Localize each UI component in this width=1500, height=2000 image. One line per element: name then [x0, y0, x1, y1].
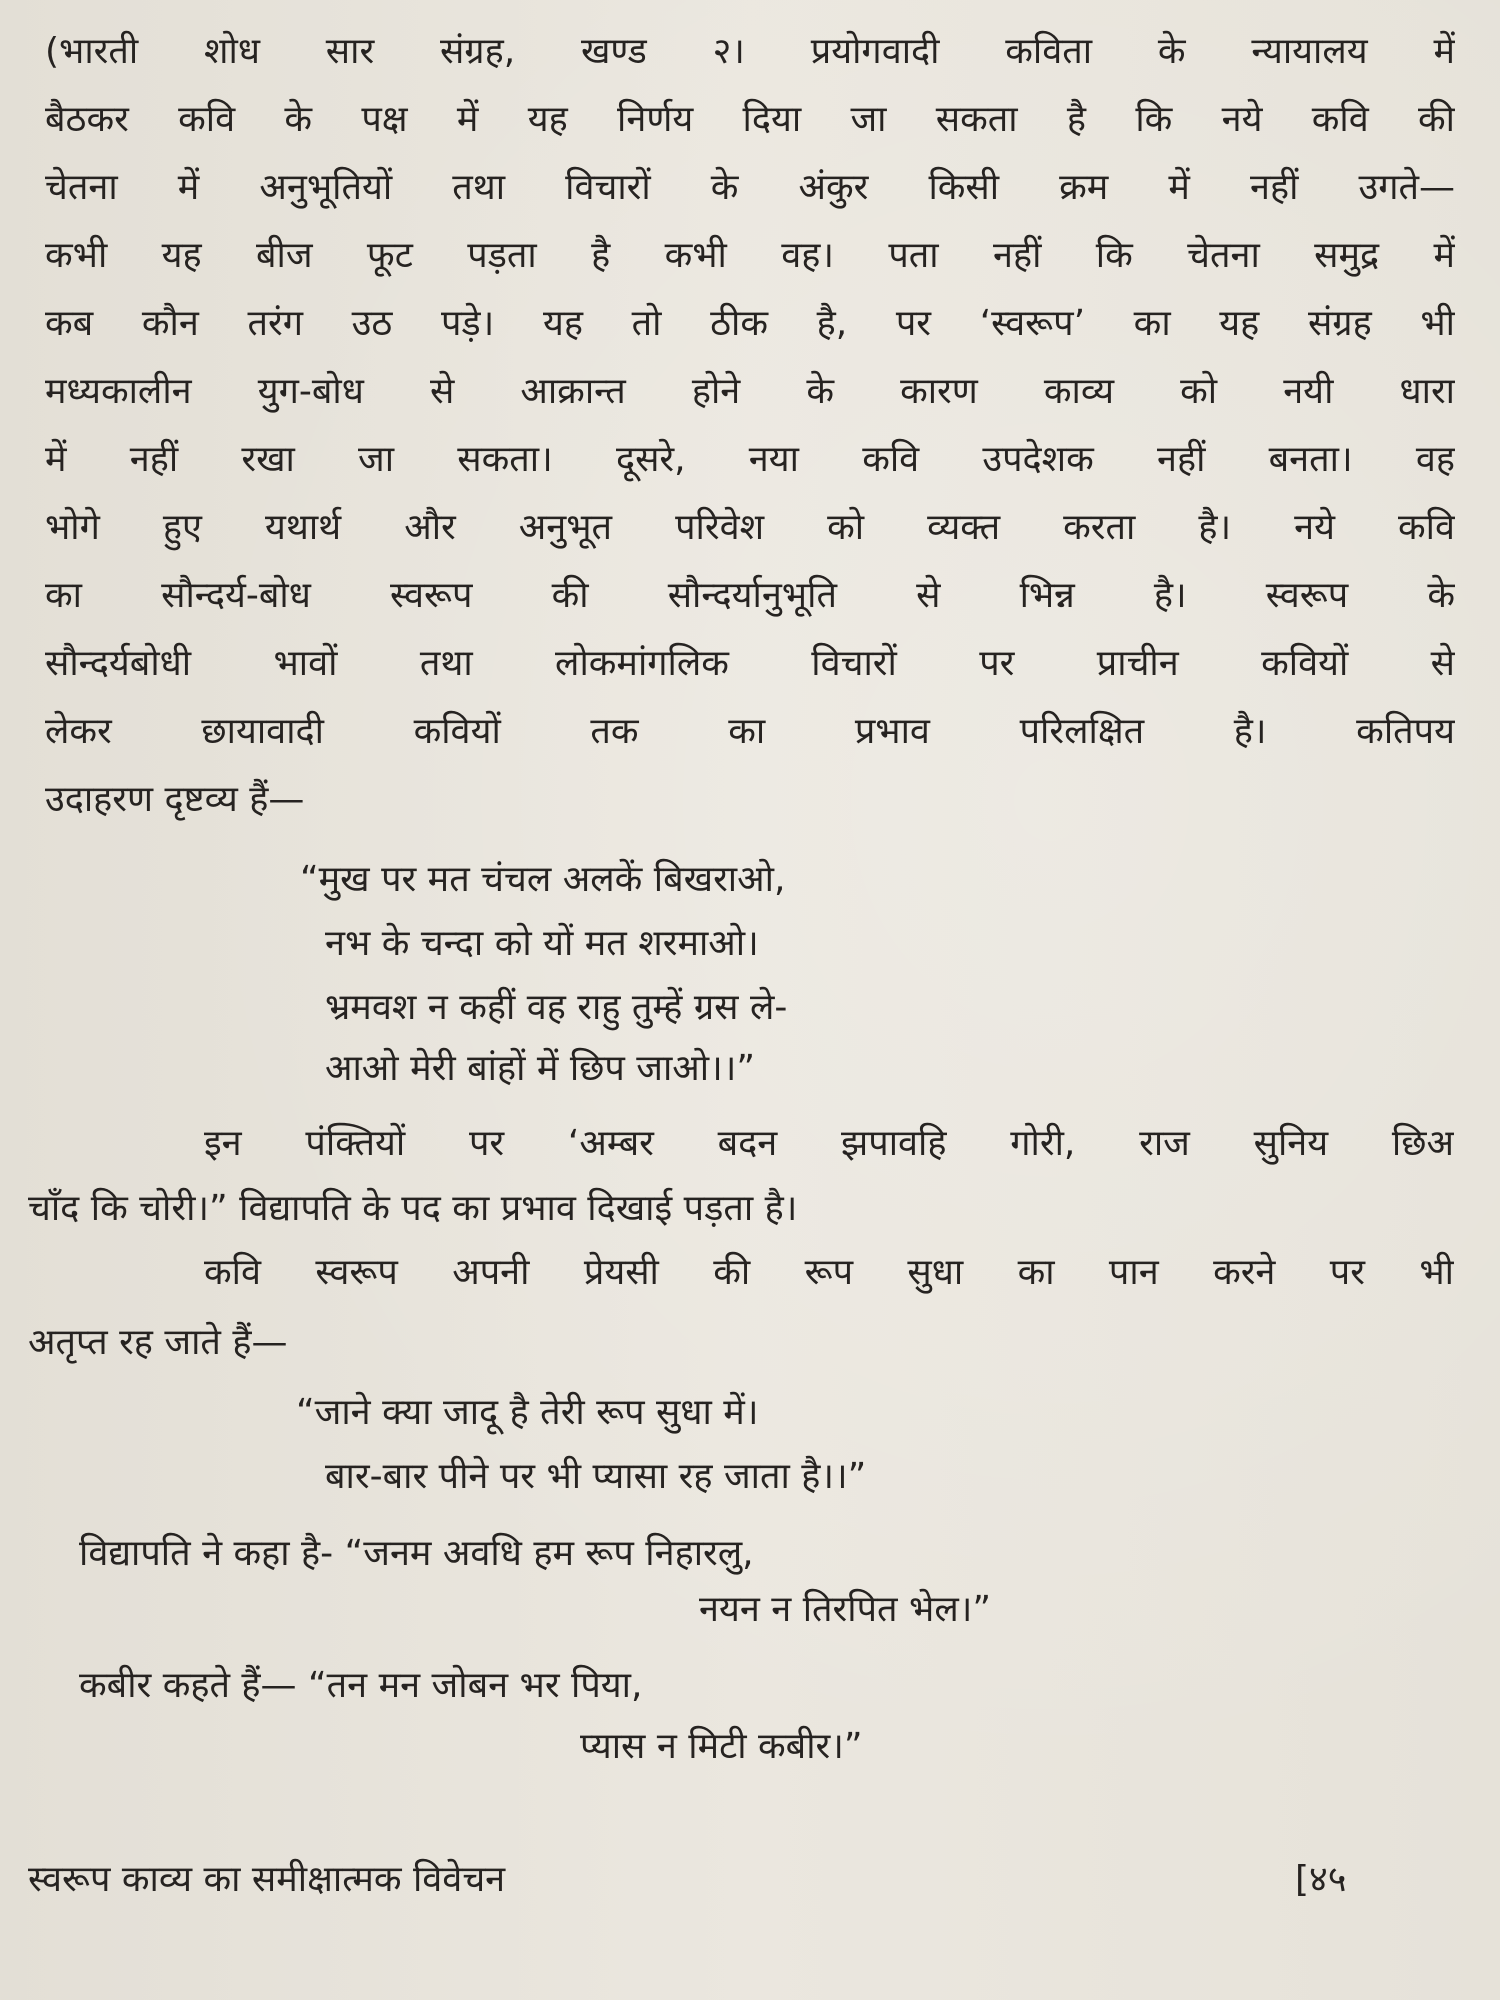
- kabir-quote-line: प्यास न मिटी कबीर।”: [580, 1726, 863, 1767]
- paragraph-line: चेतना में अनुभूतियों तथा विचारों के अंकुर किसी क्रम में नहीं उगते—: [45, 167, 1455, 208]
- paragraph-line: कब कौन तरंग उठ पड़े। यह तो ठीक है, पर ‘स्वरूप’ का यह संग्रह भी: [45, 303, 1455, 344]
- poem-line: आओ मेरी बांहों में छिप जाओ।।”: [325, 1048, 756, 1089]
- poem-line: बार-बार पीने पर भी प्यासा रह जाता है।।”: [325, 1456, 867, 1497]
- poem-line: “मुख पर मत चंचल अलकें बिखराओ,: [300, 859, 786, 900]
- paragraph-line: मध्यकालीन युग-बोध से आक्रान्त होने के कारण काव्य को नयी धारा: [45, 371, 1455, 412]
- paragraph-line: इन पंक्तियों पर ‘अम्बर बदन झपावहि गोरी, राज सुनिय छिअ: [204, 1123, 1454, 1164]
- paragraph-line: कभी यह बीज फूट पड़ता है कभी वह। पता नहीं कि चेतना समुद्र में: [45, 235, 1455, 276]
- vidyapati-quote-line: नयन न तिरपित भेल।”: [699, 1589, 992, 1630]
- paragraph-line: लेकर छायावादी कवियों तक का प्रभाव परिलक्षित है। कतिपय: [45, 711, 1455, 752]
- poem-line: नभ के चन्दा को यों मत शरमाओ।: [325, 923, 759, 964]
- paragraph-line: अतृप्त रह जाते हैं—: [28, 1322, 288, 1363]
- page-number: [४५: [1295, 1859, 1347, 1900]
- paragraph-line: सौन्दर्यबोधी भावों तथा लोकमांगलिक विचारों पर प्राचीन कवियों से: [45, 643, 1455, 684]
- poem-line: “जाने क्या जादू है तेरी रूप सुधा में।: [296, 1392, 759, 1433]
- vidyapati-quote-intro: विद्यापति ने कहा है- “जनम अवधि हम रूप निहारलु,: [79, 1533, 754, 1574]
- paragraph-line: का सौन्दर्य-बोध स्वरूप की सौन्दर्यानुभूति से भिन्न है। स्वरूप के: [45, 575, 1455, 616]
- running-footer-title: स्वरूप काव्य का समीक्षात्मक विवेचन: [28, 1859, 506, 1900]
- paragraph-line: चाँद कि चोरी।” विद्यापति के पद का प्रभाव दिखाई पड़ता है।: [28, 1188, 798, 1229]
- paragraph-line: बैठकर कवि के पक्ष में यह निर्णय दिया जा सकता है कि नये कवि की: [45, 99, 1455, 140]
- poem-line: भ्रमवश न कहीं वह राहु तुम्हें ग्रस ले-: [325, 987, 788, 1028]
- paragraph-line: (भारती शोध सार संग्रह, खण्ड २। प्रयोगवादी कविता के न्यायालय में: [45, 31, 1455, 72]
- paragraph-line: में नहीं रखा जा सकता। दूसरे, नया कवि उपदेशक नहीं बनता। वह: [45, 439, 1455, 480]
- paragraph-line: कवि स्वरूप अपनी प्रेयसी की रूप सुधा का पान करने पर भी: [204, 1252, 1454, 1293]
- paragraph-line: उदाहरण दृष्टव्य हैं—: [45, 779, 305, 820]
- paragraph-line: भोगे हुए यथार्थ और अनुभूत परिवेश को व्यक्त करता है। नये कवि: [45, 507, 1455, 548]
- kabir-quote-intro: कबीर कहते हैं— “तन मन जोबन भर पिया,: [79, 1665, 643, 1706]
